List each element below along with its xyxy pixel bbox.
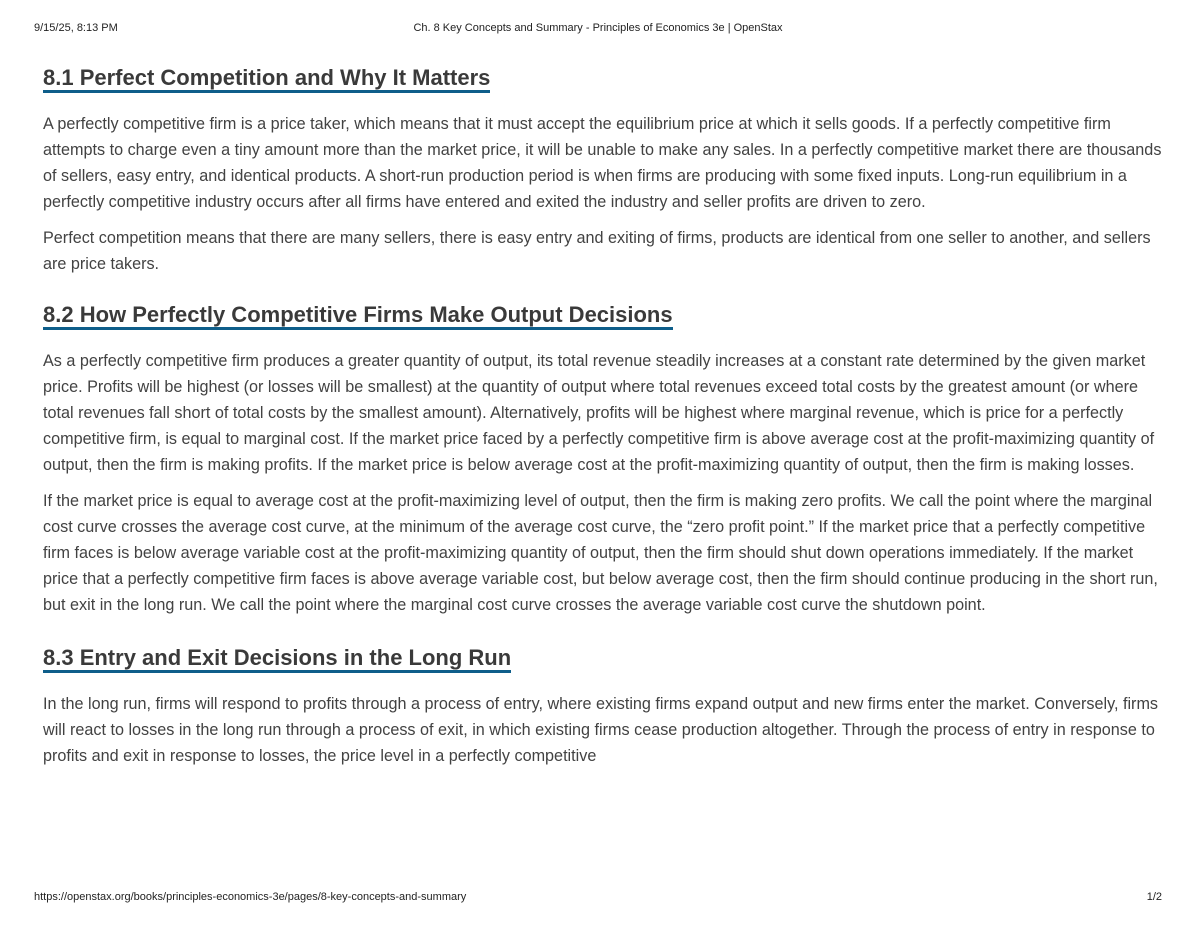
section-heading-link[interactable]: 8.2 How Perfectly Competitive Firms Make Output Decisions	[43, 302, 673, 330]
section-heading-link[interactable]: 8.1 Perfect Competition and Why It Matters	[43, 65, 490, 93]
print-header	[34, 22, 1162, 38]
section-heading	[43, 299, 1163, 331]
print-url: https://openstax.org/books/principles-economics-3e/pages/8-key-concepts-and-summary	[34, 891, 467, 903]
print-page-title: Ch. 8 Key Concepts and Summary - Principles of Economics 3e | OpenStax	[413, 22, 783, 34]
paragraph: In the long run, firms will respond to profits through a process of entry, where existing firms expand output and new firms enter the market. Conversely, firms will react to losses in the long run through a process of exit, in which existing firms cease production altogether. Through the process of entry in response to profits and exit in response to losses, the price level in a perfectly competitive	[43, 695, 1159, 765]
section-heading-link[interactable]: 8.3 Entry and Exit Decisions in the Long Run	[43, 645, 511, 673]
main-content	[43, 62, 1163, 793]
paragraph: A perfectly competitive firm is a price taker, which means that it must accept the equilibrium price at which it sells goods. If a perfectly competitive firm attempts to charge even a tiny amount more than the market price, it will be unable to make any sales. In a perfectly competitive market there are thousands of sellers, easy entry, and identical products. A short-run production period is when firms are producing with some fixed inputs. Long-run equilibrium in a perfectly competitive industry occurs after all firms have entered and exited the industry and seller profits are driven to zero.	[43, 115, 1162, 211]
print-datetime: 9/15/25, 8:13 PM	[34, 22, 118, 34]
section-8-3	[43, 642, 1163, 769]
print-footer	[34, 891, 1162, 907]
section-8-2	[43, 299, 1163, 618]
print-page-number: 1/2	[1146, 891, 1162, 903]
section-heading	[43, 642, 1163, 674]
paragraph: Perfect competition means that there are many sellers, there is easy entry and exiting of firms, products are identical from one seller to another, and sellers are price takers.	[43, 229, 1151, 273]
section-8-1	[43, 62, 1163, 277]
paragraph: If the market price is equal to average cost at the profit-maximizing level of output, then the firm is making zero profits. We call the point where the marginal cost curve crosses the average cost curve, at the minimum of the average cost curve, the “zero profit point.” If the market price that a perfectly competitive firm faces is below average variable cost at the profit-maximizing quantity of output, then the firm should shut down operations immediately. If the market price that a perfectly competitive firm faces is above average variable cost, but below average cost, then the firm should continue producing in the short run, but exit in the long run. We call the point where the marginal cost curve crosses the average variable cost curve the shutdown point.	[43, 492, 1158, 614]
paragraph: As a perfectly competitive firm produces a greater quantity of output, its total revenue steadily increases at a constant rate determined by the given market price. Profits will be highest (or losses will be smallest) at the quantity of output where total revenues exceed total costs by the greatest amount (or where total revenues fall short of total costs by the smallest amount). Alternatively, profits will be highest where marginal revenue, which is price for a perfectly competitive firm, is equal to marginal cost. If the market price faced by a perfectly competitive firm is above average cost at the profit-maximizing quantity of output, then the firm is making profits. If the market price is below average cost at the profit-maximizing quantity of output, then the firm is making losses.	[43, 352, 1155, 474]
section-heading	[43, 62, 1163, 94]
